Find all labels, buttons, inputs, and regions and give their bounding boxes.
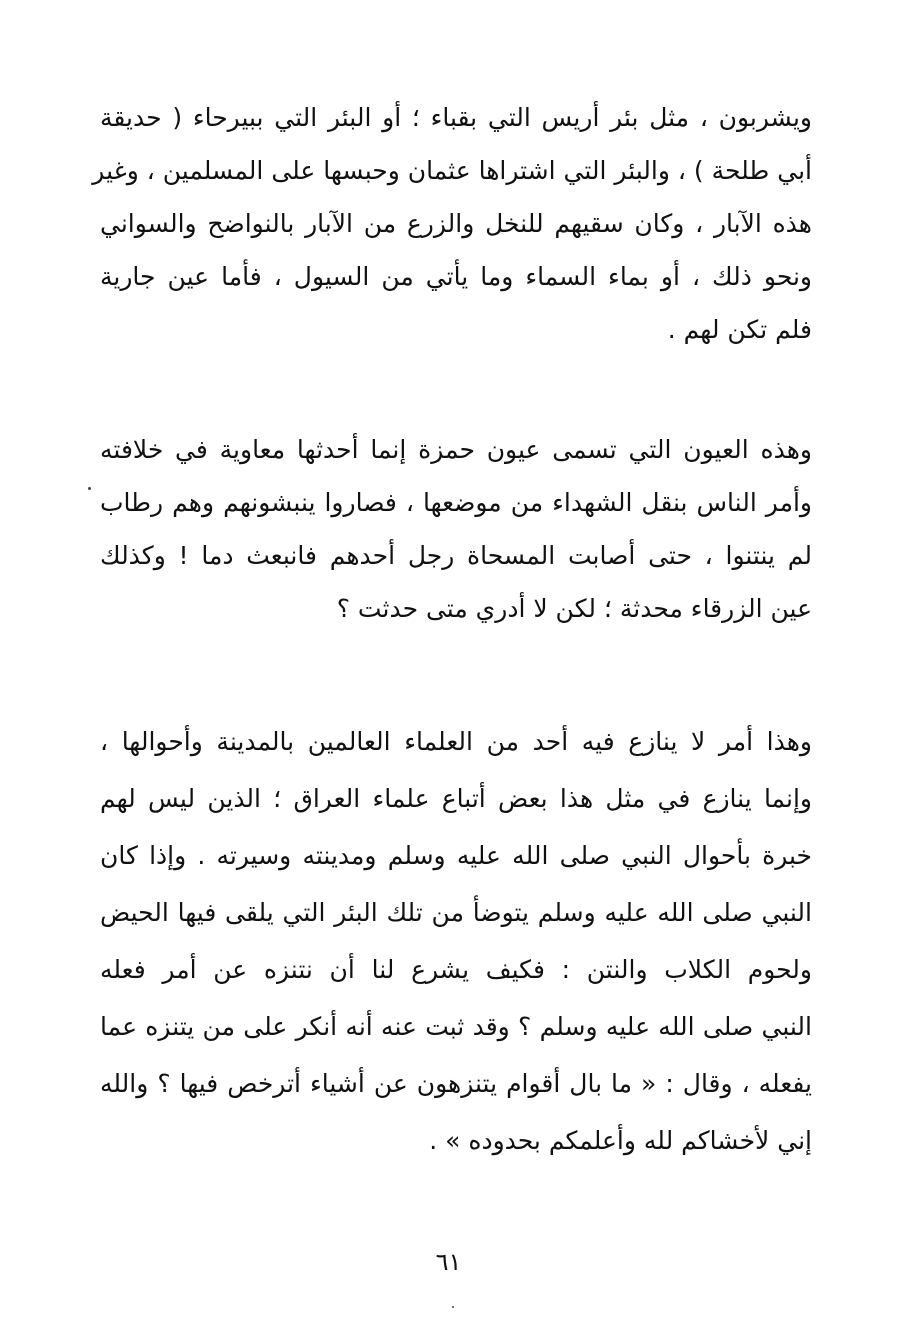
scan-speck <box>452 1306 454 1308</box>
paragraph-line: ولحوم الكلاب والنتن : فكيف يشرع لنا أن نتنزه عن أمر فعله <box>100 955 812 984</box>
paragraph-line: خبرة بأحوال النبي صلى الله عليه وسلم ومدينته وسيرته . وإذا كان <box>100 841 812 870</box>
paragraph-line: ونحو ذلك ، أو بماء السماء وما يأتي من السيول ، فأما عين جارية <box>100 262 812 291</box>
paragraph-line: فلم تكن لهم . <box>667 315 812 344</box>
paragraph-line: ويشربون ، مثل بئر أريس التي بقباء ؛ أو البئر التي ببيرحاء ( حديقة <box>100 103 812 132</box>
paragraph-line: يفعله ، وقال : « ما بال أقوام يتنزهون عن أشياء أترخص فيها ؟ والله <box>100 1069 812 1098</box>
scan-speck <box>88 487 91 490</box>
page-number: ٦١ <box>435 1248 462 1276</box>
paragraph-line: لم ينتنوا ، حتى أصابت المسحاة رجل أحدهم فانبعث دما ! وكذلك <box>100 541 812 570</box>
paragraph-line: وإنما ينازع في مثل هذا بعض أتباع علماء العراق ؛ الذين ليس لهم <box>100 784 812 813</box>
paragraph-line: النبي صلى الله عليه وسلم ؟ وقد ثبت عنه أنه أنكر على من يتنزه عما <box>100 1012 812 1041</box>
paragraph-line: إني لأخشاكم لله وأعلمكم بحدوده » . <box>429 1126 812 1155</box>
paragraph-line: وأمر الناس بنقل الشهداء من موضعها ، فصاروا ينبشونهم وهم رطاب <box>100 488 812 517</box>
paragraph-line: عين الزرقاء محدثة ؛ لكن لا أدري متى حدثت ؟ <box>336 594 812 623</box>
paragraph-line: هذه الآبار ، وكان سقيهم للنخل والزرع من الآبار بالنواضح والسواني <box>100 209 812 238</box>
paragraph-line: وهذه العيون التي تسمى عيون حمزة إنما أحدثها معاوية في خلافته <box>100 435 812 464</box>
paragraph-line: النبي صلى الله عليه وسلم يتوضأ من تلك البئر التي يلقى فيها الحيض <box>100 898 812 927</box>
paragraph-line: أبي طلحة ) ، والبئر التي اشتراها عثمان وحبسها على المسلمين ، وغير <box>92 156 812 185</box>
paragraph-line: وهذا أمر لا ينازع فيه أحد من العلماء العالمين بالمدينة وأحوالها ، <box>100 727 812 756</box>
